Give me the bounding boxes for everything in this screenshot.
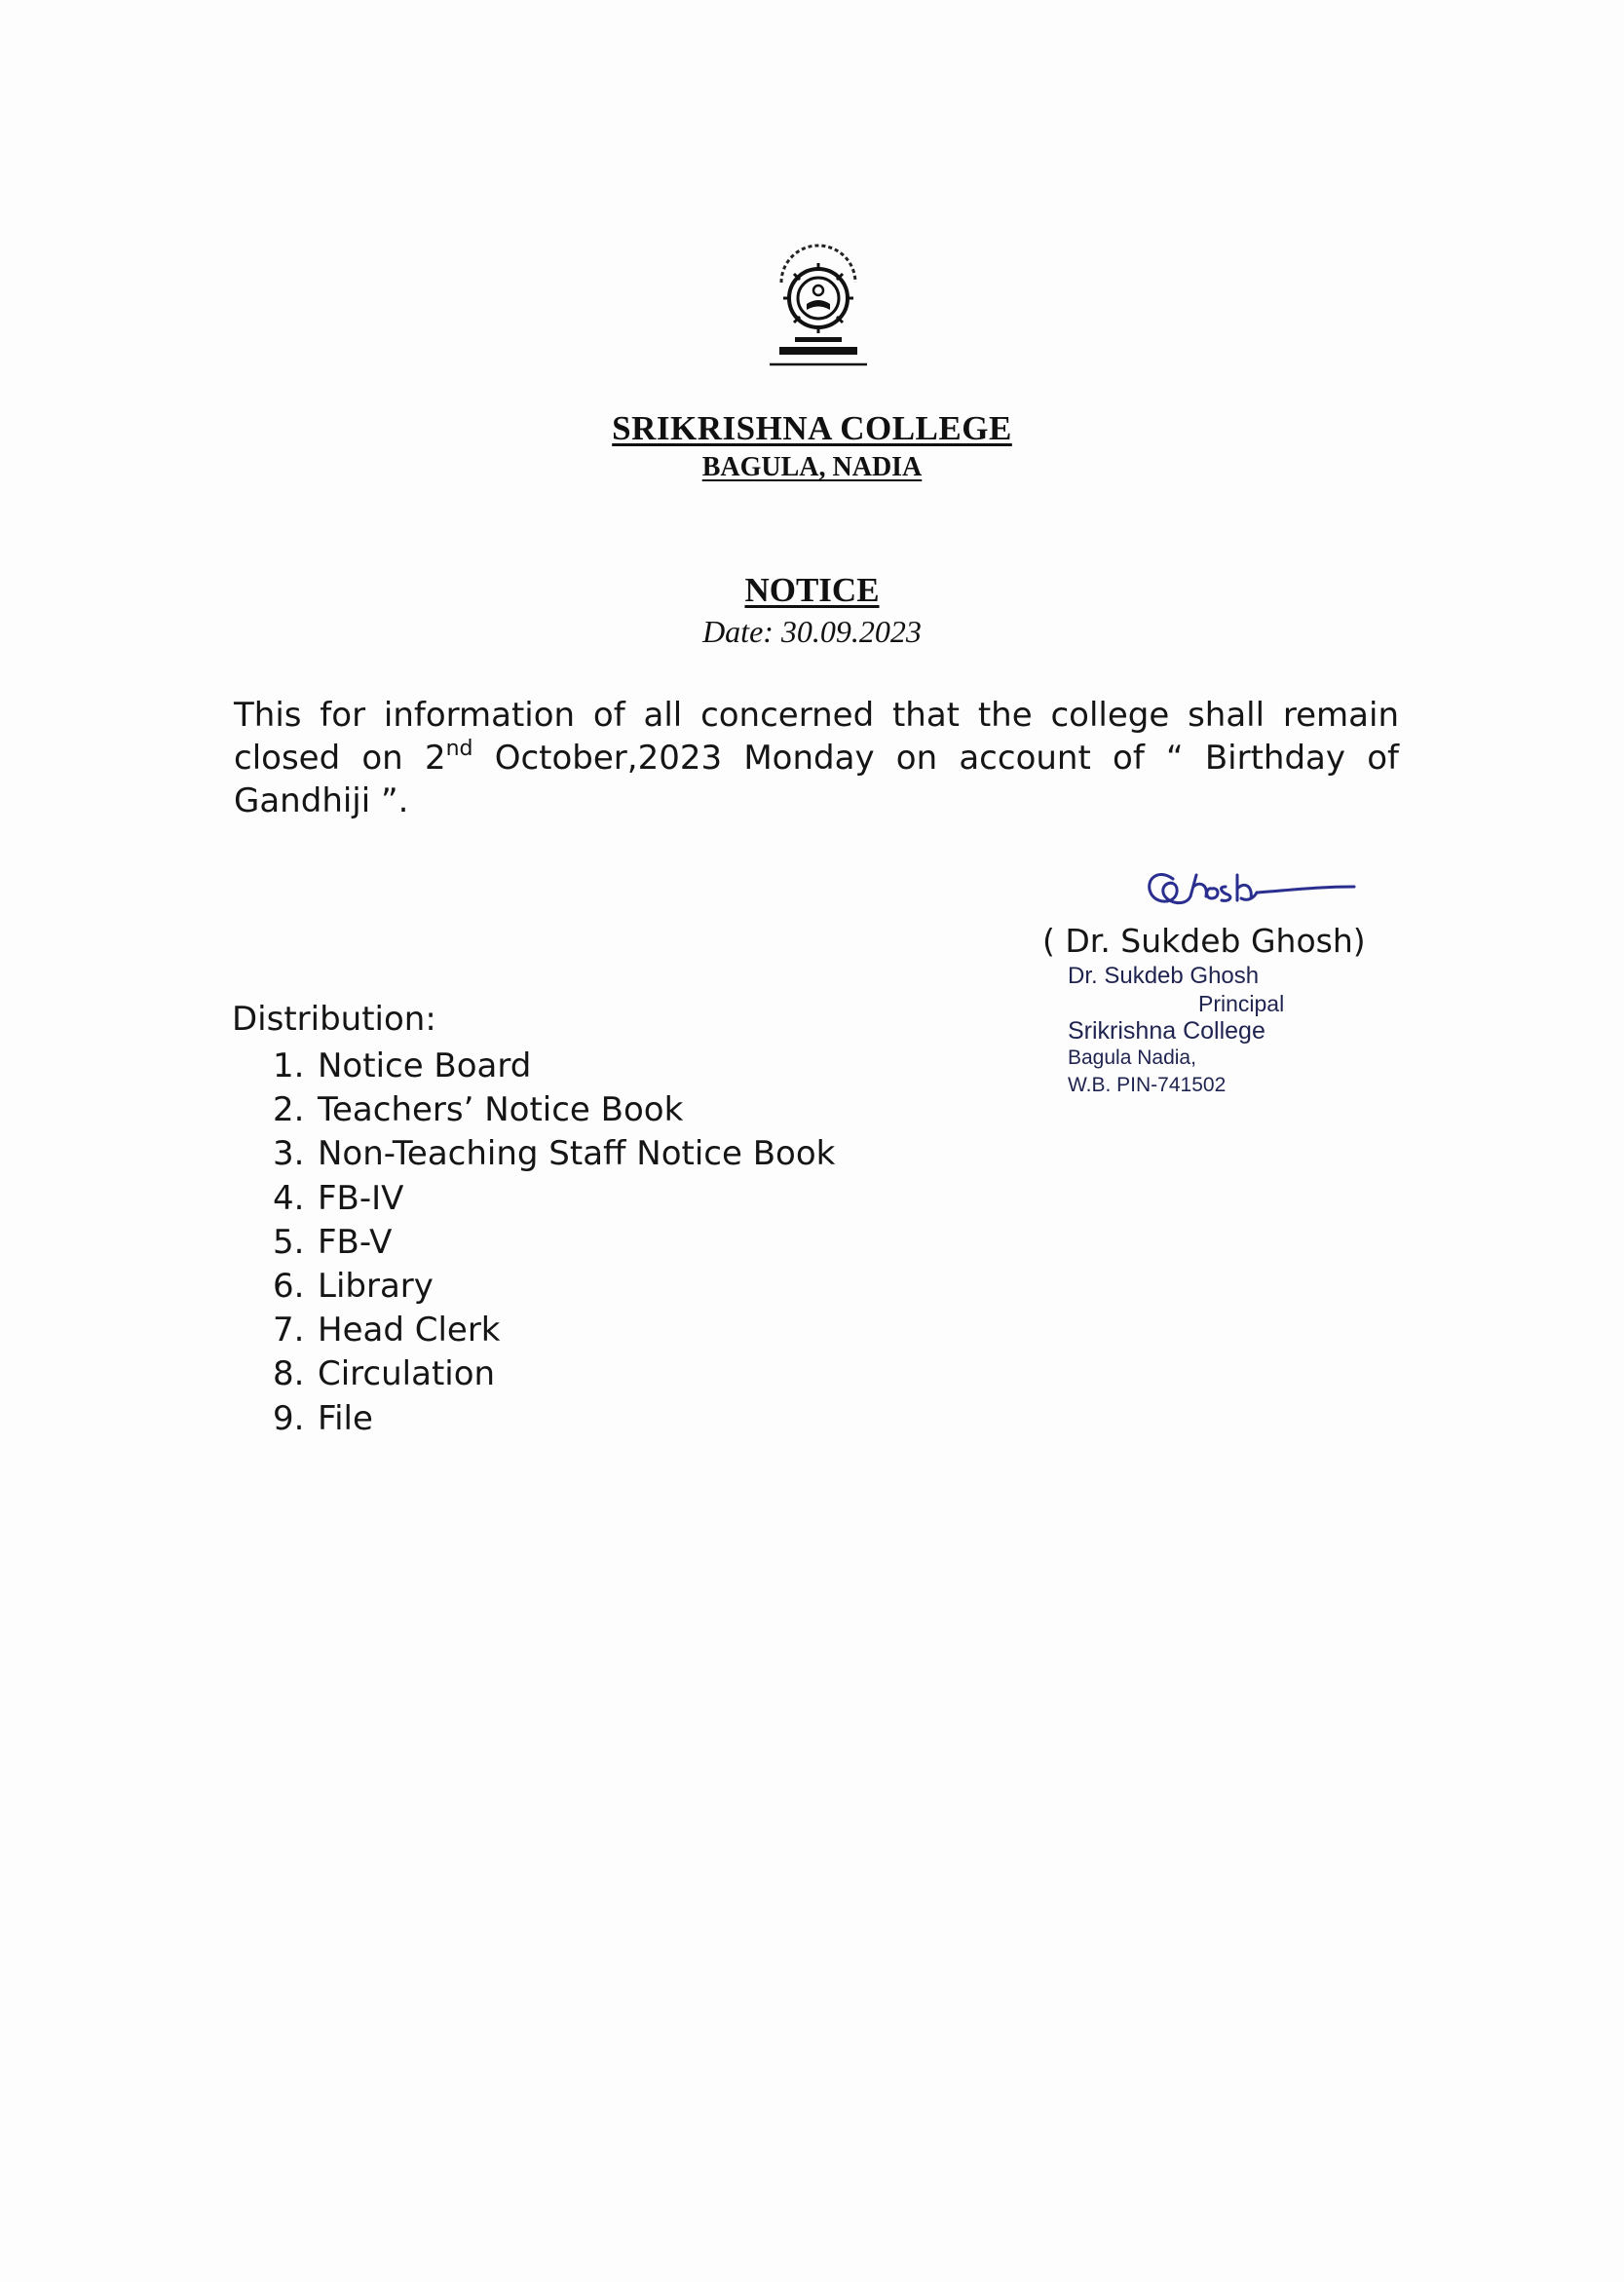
notice-body-text: This for information of all concerned that the college shall remain closed on 2 xyxy=(234,696,1399,778)
list-item xyxy=(273,1221,835,1265)
list-item-number: 9. xyxy=(273,1398,305,1438)
list-item xyxy=(273,1088,835,1132)
list-item xyxy=(273,1265,835,1309)
college-seal-icon xyxy=(766,244,871,366)
list-item xyxy=(273,1352,835,1396)
list-item-text: Circulation xyxy=(318,1354,496,1394)
list-item-text: Non-Teaching Staff Notice Book xyxy=(318,1134,836,1174)
list-item-text: Notice Board xyxy=(318,1046,532,1085)
list-item-text: Library xyxy=(318,1266,434,1306)
list-item xyxy=(273,1309,835,1352)
list-item-number: 1. xyxy=(273,1046,305,1085)
principal-stamp xyxy=(1068,963,1321,1099)
list-item-number: 3. xyxy=(273,1134,305,1174)
list-item-text: Head Clerk xyxy=(318,1311,501,1350)
list-item-number: 4. xyxy=(273,1178,305,1218)
list-item-number: 7. xyxy=(273,1311,305,1350)
list-item xyxy=(273,1045,835,1088)
list-item-number: 5. xyxy=(273,1222,305,1262)
list-item-text: FB-IV xyxy=(318,1178,404,1218)
stamp-college: Srikrishna College xyxy=(1068,1017,1265,1045)
stamp-title: Principal xyxy=(1198,991,1285,1016)
list-item-number: 2. xyxy=(273,1090,305,1130)
stamp-pin: W.B. PIN-741502 xyxy=(1068,1074,1227,1096)
college-name: SRIKRISHNA COLLEGE xyxy=(612,409,1012,447)
list-item xyxy=(273,1397,835,1441)
ordinal-suffix: nd xyxy=(445,737,473,761)
distribution-list xyxy=(273,1045,835,1441)
list-item xyxy=(273,1132,835,1176)
college-address: BAGULA, NADIA xyxy=(701,452,923,482)
list-item-number: 8. xyxy=(273,1354,305,1394)
stamp-name: Dr. Sukdeb Ghosh xyxy=(1068,963,1260,989)
list-item-text: File xyxy=(318,1398,373,1438)
list-item-text: FB-V xyxy=(318,1222,393,1262)
handwritten-signature xyxy=(1140,857,1364,926)
stamp-place: Bagula Nadia, xyxy=(1068,1046,1196,1069)
notice-title: NOTICE xyxy=(744,571,880,609)
list-item xyxy=(273,1177,835,1221)
distribution-label: Distribution: xyxy=(232,1000,436,1039)
list-item-number: 6. xyxy=(273,1266,305,1306)
notice-body-text-cont: October,2023 Monday on account of “ Birthday of Gandhiji ”. xyxy=(234,739,1399,820)
list-item-text: Teachers’ Notice Book xyxy=(318,1090,684,1130)
notice-date: Date: 30.09.2023 xyxy=(702,614,922,649)
notice-body xyxy=(234,694,1399,822)
signatory-name: ( Dr. Sukdeb Ghosh) xyxy=(1042,922,1366,960)
